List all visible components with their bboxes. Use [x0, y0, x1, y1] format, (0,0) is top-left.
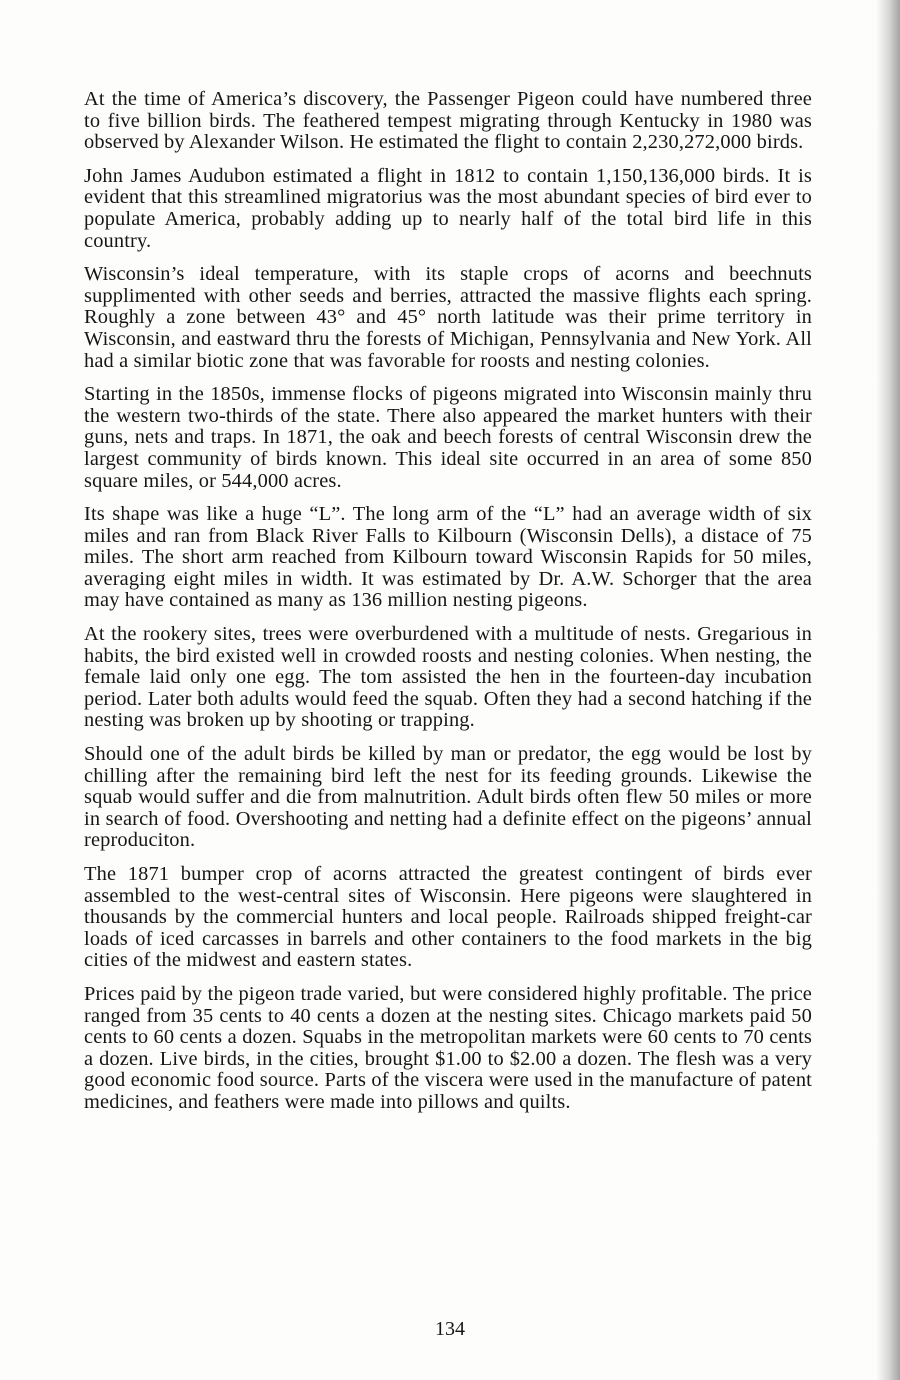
paragraph-3: Wisconsin’s ideal temperature, with its staple crops of acorns and beechnuts supplimented with other seeds and berries, attracted the massive flights each spring. Roughly a zone between 43° and 45° north latitude was their prime territory in Wisconsin, and eastward thru the forests of Michigan, Pennsylvania and New York. All had a similar biotic zone that was favorable for roosts and nesting colonies. [84, 263, 812, 372]
body-text [84, 89, 812, 1126]
paragraph-5: Its shape was like a huge “L”. The long arm of the “L” had an average width of six miles and ran from Black River Falls to Kilbourn (Wisconsin Dells), a distace of 75 miles. The short arm reached from Kilbourn toward Wisconsin Rapids for 50 miles, averaging eight miles in width. It was estimated by Dr. A.W. Schorger that the area may have contained as many as 136 million nesting pigeons. [84, 503, 812, 612]
paragraph-8: The 1871 bumper crop of acorns attracted the greatest contingent of birds ever assembled to the west-central sites of Wisconsin. Here pigeons were slaughtered in thousands by the commercial hunters and local people. Railroads shipped freight-car loads of iced carcasses in barrels and other containers to the food markets in the big cities of the midwest and eastern states. [84, 863, 812, 972]
paragraph-7: Should one of the adult birds be killed by man or predator, the egg would be lost by chilling after the remaining bird left the nest for its feeding grounds. Likewise the squab would suffer and die from malnutrition. Adult birds often flew 50 miles or more in search of food. Overshooting and netting had a definite effect on the pigeons’ annual reproduciton. [84, 743, 812, 852]
page-edge-shadow [876, 0, 900, 1380]
page-number: 134 [435, 1318, 465, 1340]
paragraph-6: At the rookery sites, trees were overburdened with a multitude of nests. Gregarious in habits, the bird existed well in crowded roosts and nesting colonies. When nesting, the female laid only one egg. The tom assisted the hen in the fourteen-day incubation period. Later both adults would feed the squab. Often they had a second hatching if the nesting was broken up by shooting or trapping. [84, 623, 812, 732]
paragraph-2: John James Audubon estimated a flight in 1812 to contain 1,150,136,000 birds. It is evident that this streamlined migratorius was the most abundant species of bird ever to populate America, probably adding up to nearly half of the total bird life in this country. [84, 164, 812, 252]
paragraph-4: Starting in the 1850s, immense flocks of pigeons migrated into Wisconsin mainly thru the western two-thirds of the state. There also appeared the market hunters with their guns, nets and traps. In 1871, the oak and beech forests of central Wisconsin drew the largest community of birds known. This ideal site occurred in an area of some 850 square miles, or 544,000 acres. [84, 383, 812, 492]
paragraph-1: At the time of America’s discovery, the Passenger Pigeon could have numbered three to five billion birds. The feathered tempest migrating through Kentucky in 1980 was observed by Alexander Wilson. He estimated the flight to contain 2,230,272,000 birds. [84, 88, 812, 154]
paragraph-9: Prices paid by the pigeon trade varied, but were considered highly profitable. The price ranged from 35 cents to 40 cents a dozen at the nesting sites. Chicago markets paid 50 cents to 60 cents a dozen. Squabs in the metropolitan markets were 60 cents to 70 cents a dozen. Live birds, in the cities, brought $1.00 to $2.00 a dozen. The flesh was a very good economic food source. Parts of the viscera were used in the manufacture of patent medicines, and feathers were made into pillows and quilts. [84, 982, 812, 1113]
